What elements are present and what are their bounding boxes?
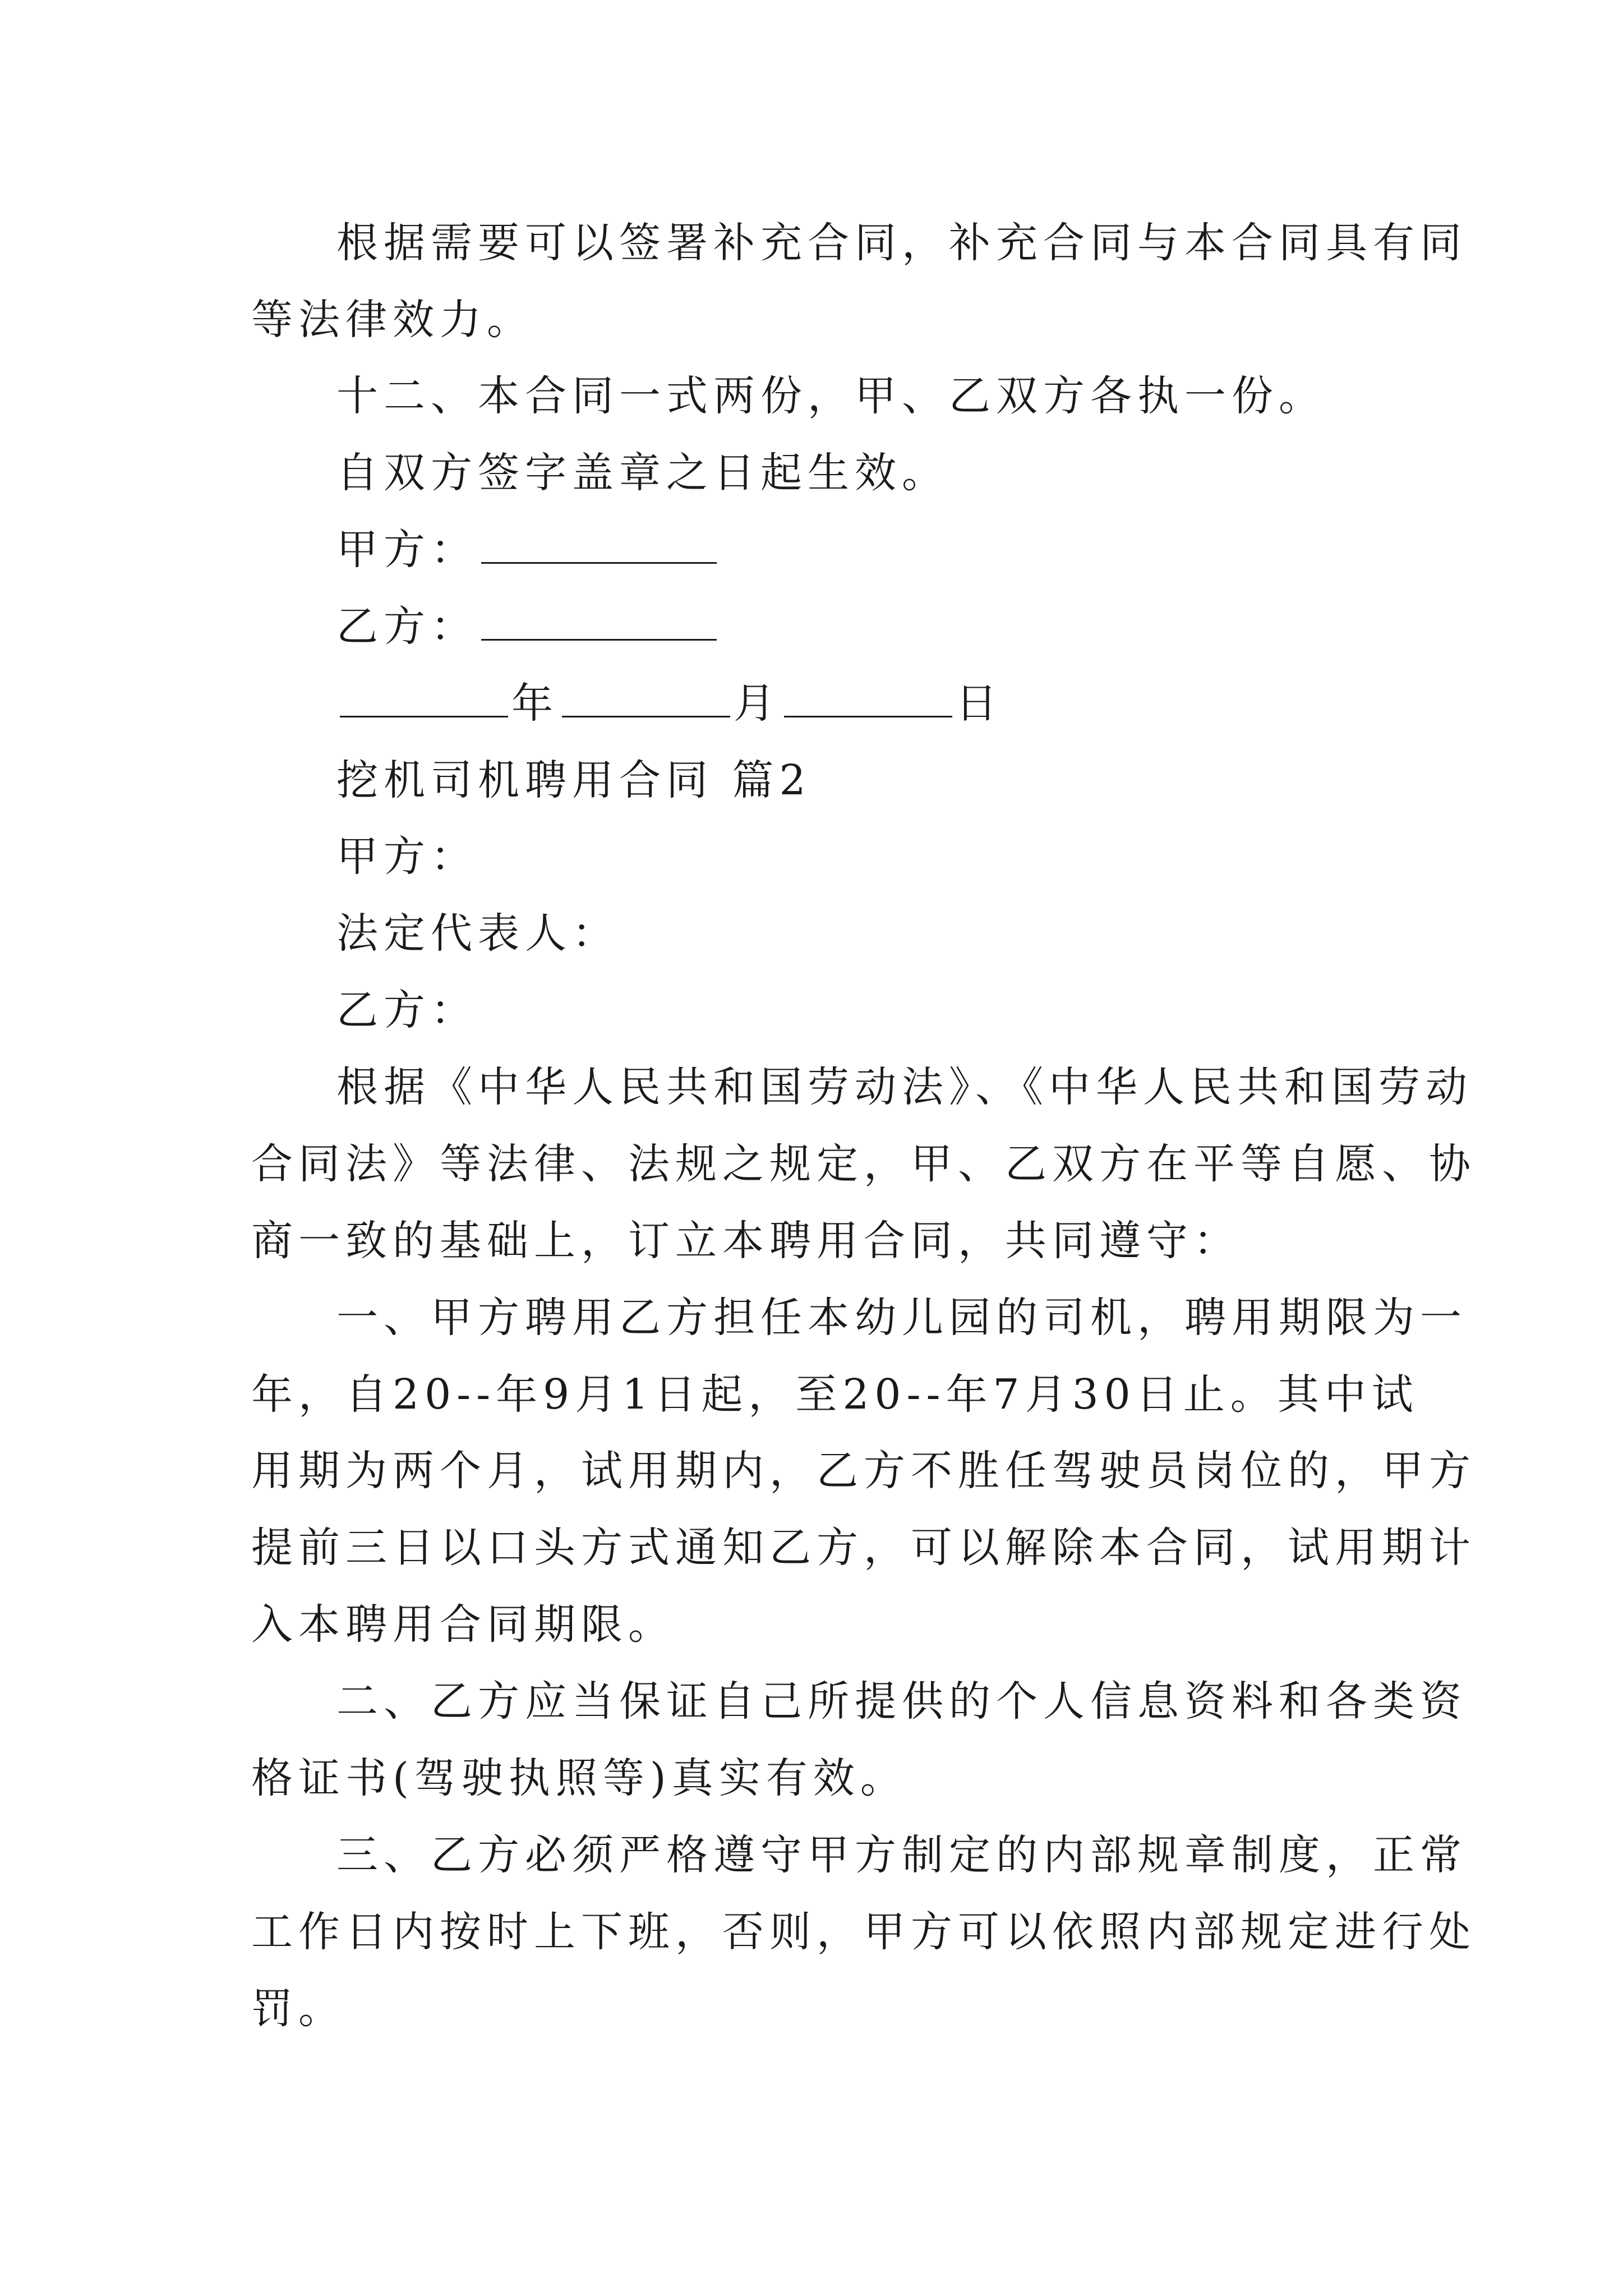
signature-label: 甲方： bbox=[336, 526, 478, 574]
signature-label: 乙方： bbox=[336, 602, 478, 651]
paragraph-line: 商一致的基础上，订立本聘用合同，共同遵守： bbox=[251, 1217, 1241, 1265]
paragraph-line: 根据需要可以签署补充合同，补充合同与本合同具有同 bbox=[336, 219, 1467, 267]
paragraph-line: 用期为两个月，试用期内，乙方不胜任驾驶员岗位的，甲方 bbox=[251, 1447, 1476, 1495]
paragraph-line: 根据《中华人民共和国劳动法》、《中华人民共和国劳动 bbox=[336, 1063, 1473, 1111]
party-b-line: 乙方： bbox=[336, 986, 478, 1034]
signature-blank bbox=[481, 527, 717, 564]
month-label: 月 bbox=[734, 679, 781, 728]
paragraph-line: 合同法》等法律、法规之规定，甲、乙双方在平等自愿、协 bbox=[251, 1140, 1476, 1188]
paragraph-line: 提前三日以口头方式通知乙方，可以解除本合同，试用期计 bbox=[251, 1524, 1476, 1572]
year-blank bbox=[340, 681, 508, 717]
legal-rep-line: 法定代表人： bbox=[336, 909, 619, 958]
paragraph-line: 工作日内按时上下班，否则，甲方可以依照内部规定进行处 bbox=[251, 1908, 1476, 1956]
paragraph-line: 格证书(驾驶执照等)真实有效。 bbox=[251, 1754, 907, 1802]
paragraph-line: 一、甲方聘用乙方担任本幼儿园的司机，聘用期限为一 bbox=[336, 1294, 1467, 1342]
paragraph-line: 入本聘用合同期限。 bbox=[251, 1600, 675, 1649]
date-line bbox=[336, 675, 1003, 731]
paragraph-line: 年，自20--年9月1日起，至20--年7月30日止。其中试 bbox=[251, 1370, 1419, 1419]
month-blank bbox=[562, 681, 730, 717]
party-a-line: 甲方： bbox=[336, 832, 478, 881]
section-heading: 挖机司机聘用合同 篇2 bbox=[336, 756, 811, 804]
signature-party-a bbox=[336, 522, 720, 578]
paragraph-line: 三、乙方必须严格遵守甲方制定的内部规章制度，正常 bbox=[336, 1831, 1467, 1879]
signature-party-b bbox=[336, 599, 720, 655]
paragraph-line: 罚。 bbox=[251, 1985, 345, 2033]
signature-blank bbox=[481, 604, 717, 641]
paragraph-line: 二、乙方应当保证自己所提供的个人信息资料和各类资 bbox=[336, 1677, 1467, 1726]
clause-twelve: 十二、本合同一式两份，甲、乙双方各执一份。 bbox=[336, 372, 1326, 420]
day-label: 日 bbox=[956, 679, 1003, 728]
paragraph-line: 等法律效力。 bbox=[251, 296, 534, 344]
day-blank bbox=[784, 681, 952, 717]
effective-clause: 自双方签字盖章之日起生效。 bbox=[336, 449, 949, 497]
year-label: 年 bbox=[511, 679, 559, 728]
